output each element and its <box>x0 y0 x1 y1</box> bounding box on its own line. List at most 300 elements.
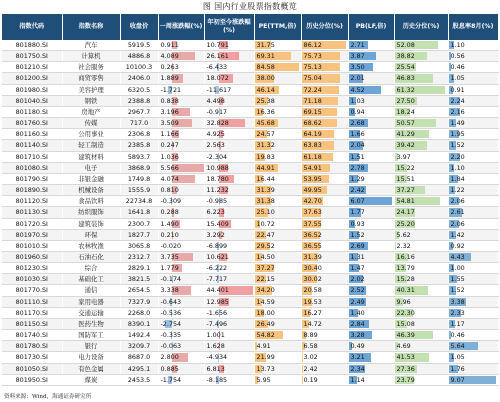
cell-pb-percentile <box>394 40 448 51</box>
cell-pe-percentile <box>301 129 348 140</box>
cell-pe <box>254 330 301 341</box>
cell-code: 801880.SI <box>2 40 62 51</box>
cell-week-change <box>158 118 204 129</box>
table-row <box>2 62 498 73</box>
cell-value: 71.18 <box>303 96 322 105</box>
cell-pe-percentile <box>301 318 348 329</box>
cell-value: 84.58 <box>256 63 275 72</box>
cell-value: 11.232 <box>206 186 229 195</box>
cell-code: 801140.SI <box>2 140 62 151</box>
cell-value: 0.263 <box>160 63 179 72</box>
cell-ytd-change <box>204 307 254 318</box>
cell-pe <box>254 318 301 329</box>
cell-value: -0.985 <box>206 197 228 206</box>
cell-value: 1.52 <box>450 141 465 150</box>
cell-pb <box>348 229 394 240</box>
cell-dividend-yield <box>448 106 498 117</box>
cell-name: 房地产 <box>62 106 120 117</box>
cell-pb-percentile <box>394 307 448 318</box>
cell-week-change <box>158 129 204 140</box>
cell-pe-percentile <box>301 330 348 341</box>
cell-value: 1.51 <box>350 152 365 161</box>
cell-value: 0.49 <box>350 342 365 351</box>
cell-value: 6.58 <box>303 342 318 351</box>
cell-name: 非银金融 <box>62 173 120 184</box>
cell-value: 36.55 <box>303 241 322 250</box>
cell-week-change <box>158 285 204 296</box>
cell-week-change <box>158 162 204 173</box>
cell-dividend-yield <box>448 352 498 363</box>
cell-ytd-change <box>204 162 254 173</box>
cell-value: -2.754 <box>160 319 182 328</box>
cell-value: 39.42 <box>396 141 415 150</box>
cell-value: 25.38 <box>256 96 275 105</box>
cell-dividend-yield <box>448 140 498 151</box>
cell-pb-percentile <box>394 185 448 196</box>
cell-dividend-yield <box>448 374 498 385</box>
cell-close: 2312.7 <box>120 251 158 262</box>
cell-value: 2.04 <box>350 141 365 150</box>
cell-pb <box>348 106 394 117</box>
cell-name: 钢铁 <box>62 95 120 106</box>
cell-value: 31.39 <box>256 186 275 195</box>
table-row <box>2 73 498 84</box>
cell-code: 801150.SI <box>2 318 62 329</box>
cell-pe-percentile <box>301 185 348 196</box>
cell-close: 3209.7 <box>120 341 158 352</box>
cell-ytd-change <box>204 118 254 129</box>
cell-ytd-change <box>204 129 254 140</box>
cell-value: 41.29 <box>396 130 415 139</box>
cell-value: 20.58 <box>303 286 322 295</box>
cell-code: 801110.SI <box>2 296 62 307</box>
cell-pe-percentile <box>301 274 348 285</box>
cell-code: 801760.SI <box>2 118 62 129</box>
cell-value: 37.55 <box>303 219 322 228</box>
cell-pb <box>348 307 394 318</box>
cell-close: 2829.1 <box>120 263 158 274</box>
cell-close: 2385.8 <box>120 140 158 151</box>
cell-value: 2.16 <box>450 107 465 116</box>
cell-value: 5.62 <box>396 230 411 239</box>
cell-code: 801180.SI <box>2 106 62 117</box>
cell-code: 801130.SI <box>2 207 62 218</box>
cell-pe <box>254 51 301 62</box>
cell-value: 19.53 <box>303 297 322 306</box>
cell-pb <box>348 84 394 95</box>
table-row <box>2 341 498 352</box>
table-body <box>2 40 498 385</box>
cell-code: 801030.SI <box>2 274 62 285</box>
cell-value: 1.036 <box>160 152 179 161</box>
cell-ytd-change <box>204 40 254 51</box>
cell-dividend-yield <box>448 207 498 218</box>
cell-value: 12.985 <box>206 297 229 306</box>
cell-week-change <box>158 62 204 73</box>
cell-week-change <box>158 95 204 106</box>
cell-week-change <box>158 330 204 341</box>
cell-week-change <box>158 207 204 218</box>
table-row <box>2 95 498 106</box>
cell-close: 2967.7 <box>120 106 158 117</box>
cell-code: 801950.SI <box>2 374 62 385</box>
cell-value: 18.780 <box>206 174 229 183</box>
cell-value: 18.24 <box>396 107 415 116</box>
cell-value: 2.24 <box>450 96 465 105</box>
cell-value: 1.40 <box>350 308 365 317</box>
cell-value: 0.91 <box>450 85 465 94</box>
cell-value: -1.721 <box>160 85 182 94</box>
cell-value: 54.82 <box>256 331 275 340</box>
cell-pb <box>348 341 394 352</box>
table-row <box>2 207 498 218</box>
cell-value: 10.988 <box>206 163 229 172</box>
cell-value: -6.222 <box>206 264 228 273</box>
cell-value: -2.304 <box>206 152 228 161</box>
cell-value: 16.27 <box>303 308 322 317</box>
cell-pb-percentile <box>394 62 448 73</box>
source-note: 资料来源：Wind，海通证券研究所 <box>4 394 92 400</box>
cell-code: 801730.SI <box>2 352 62 363</box>
cell-value: 2.32 <box>396 241 411 250</box>
cell-close: 3821.5 <box>120 274 158 285</box>
cell-value: 53.95 <box>303 174 322 183</box>
table-row <box>2 162 498 173</box>
table-row <box>2 251 498 262</box>
cell-value: 40.31 <box>396 286 415 295</box>
cell-close: 1827.7 <box>120 229 158 240</box>
cell-pb <box>348 330 394 341</box>
cell-dividend-yield <box>448 251 498 262</box>
cell-pb-percentile <box>394 352 448 363</box>
cell-value: 4.52 <box>350 85 365 94</box>
cell-close: 2453.5 <box>120 374 158 385</box>
cell-name: 通信 <box>62 285 120 296</box>
cell-dividend-yield <box>448 263 498 274</box>
cell-value: 18.00 <box>256 308 275 317</box>
cell-value: 6.223 <box>206 208 225 217</box>
cell-name: 国防军工 <box>62 330 120 341</box>
cell-pe <box>254 40 301 51</box>
table-row <box>2 185 498 196</box>
cell-pb-percentile <box>394 229 448 240</box>
table-row <box>2 196 498 207</box>
cell-name: 农林牧渔 <box>62 240 120 251</box>
cell-code: 801080.SI <box>2 162 62 173</box>
cell-pe-percentile <box>301 40 348 51</box>
cell-week-change <box>158 51 204 62</box>
cell-value: 29.52 <box>256 241 275 250</box>
cell-value: 2.42 <box>303 364 318 373</box>
cell-pb <box>348 352 394 363</box>
cell-close: 717.0 <box>120 118 158 129</box>
cell-value: 13.73 <box>256 364 275 373</box>
cell-value: 86.12 <box>303 41 322 49</box>
cell-value: 19.83 <box>256 152 275 161</box>
cell-code: 801890.SI <box>2 185 62 196</box>
cell-value: -7.496 <box>206 319 228 328</box>
cell-pe <box>254 73 301 84</box>
cell-value: 2.34 <box>350 364 365 373</box>
cell-name: 社会服务 <box>62 62 120 73</box>
cell-pe-percentile <box>301 62 348 73</box>
cell-value: 2.84 <box>350 319 365 328</box>
cell-value: 3.97 <box>396 152 411 161</box>
cell-value: 0.810 <box>160 186 179 195</box>
cell-value: 9.07 <box>450 375 465 384</box>
cell-value: 5.64 <box>450 342 465 351</box>
cell-pb-percentile <box>394 95 448 106</box>
table-row <box>2 374 498 385</box>
cell-name: 建筑装饰 <box>62 218 120 229</box>
cell-close: 1492.4 <box>120 330 158 341</box>
cell-value: 75.73 <box>303 52 322 61</box>
cell-code: 801720.SI <box>2 218 62 229</box>
cell-dividend-yield <box>448 363 498 374</box>
cell-value: 15.28 <box>396 275 415 284</box>
cell-pb <box>348 173 394 184</box>
cell-value: -11.617 <box>206 85 232 94</box>
cell-value: -0.335 <box>160 331 182 340</box>
table-row <box>2 106 498 117</box>
cell-week-change <box>158 363 204 374</box>
cell-value: -0.309 <box>160 197 182 206</box>
cell-value: 24.17 <box>396 208 415 217</box>
cell-week-change <box>158 40 204 51</box>
cell-ytd-change <box>204 173 254 184</box>
cell-value: 14.72 <box>303 319 322 328</box>
cell-pb-percentile <box>394 318 448 329</box>
cell-value: 2.61 <box>450 208 465 217</box>
cell-close: 3868.9 <box>120 162 158 173</box>
cell-code: 801740.SI <box>2 330 62 341</box>
cell-value: 38.82 <box>396 52 415 61</box>
cell-value: 72.24 <box>303 85 322 94</box>
table-row <box>2 274 498 285</box>
cell-pb <box>348 140 394 151</box>
cell-pb <box>348 285 394 296</box>
cell-close: 3065.8 <box>120 240 158 251</box>
table-row <box>2 140 498 151</box>
cell-value: 1.779 <box>160 264 179 273</box>
cell-pb-percentile <box>394 151 448 162</box>
cell-pe <box>254 185 301 196</box>
cell-value: 3.50 <box>350 63 365 72</box>
cell-pe <box>254 307 301 318</box>
cell-week-change <box>158 274 204 285</box>
cell-close: 4295.1 <box>120 363 158 374</box>
cell-pe <box>254 263 301 274</box>
cell-value: 0.19 <box>303 375 318 384</box>
cell-value: 15.08 <box>396 319 415 328</box>
cell-value: 1.05 <box>450 353 465 362</box>
cell-code: 801160.SI <box>2 129 62 140</box>
cell-name: 美容护理 <box>62 84 120 95</box>
cell-pb-percentile <box>394 106 448 117</box>
cell-pb <box>348 363 394 374</box>
cell-close: 2306.8 <box>120 129 158 140</box>
cell-value: 41.53 <box>396 353 415 362</box>
cell-dividend-yield <box>448 285 498 296</box>
cell-pe-percentile <box>301 95 348 106</box>
col-header-close: 收盘价 <box>120 14 158 40</box>
cell-value: 0.46 <box>450 63 465 72</box>
table-row <box>2 318 498 329</box>
cell-pb-percentile <box>394 140 448 151</box>
cell-value: 30.40 <box>303 264 322 273</box>
cell-value: 75.13 <box>303 63 322 72</box>
cell-pe <box>254 240 301 251</box>
cell-dividend-yield <box>448 196 498 207</box>
cell-value: 27.36 <box>396 364 415 373</box>
cell-value: -8.185 <box>206 375 228 384</box>
table-row <box>2 352 498 363</box>
cell-value: -4.934 <box>206 353 228 362</box>
cell-close: 2406.0 <box>120 73 158 84</box>
cell-pe <box>254 218 301 229</box>
cell-pb-percentile <box>394 296 448 307</box>
cell-pb <box>348 51 394 62</box>
cell-value: 1.66 <box>350 130 365 139</box>
cell-value: 16.16 <box>396 252 415 261</box>
cell-name: 有色金属 <box>62 363 120 374</box>
cell-pe-percentile <box>301 296 348 307</box>
cell-code: 801050.SI <box>2 363 62 374</box>
cell-pe-percentile <box>301 263 348 274</box>
cell-week-change <box>158 341 204 352</box>
cell-pe-percentile <box>301 162 348 173</box>
cell-name: 基础化工 <box>62 274 120 285</box>
cell-value: 42.70 <box>303 197 322 206</box>
cell-ytd-change <box>204 185 254 196</box>
table-row <box>2 307 498 318</box>
cell-value: 18.072 <box>206 74 229 83</box>
cell-value: 5.95 <box>256 375 271 384</box>
table-row <box>2 51 498 62</box>
cell-week-change <box>158 151 204 162</box>
cell-ytd-change <box>204 251 254 262</box>
col-header-name: 指数名称 <box>62 14 120 40</box>
cell-week-change <box>158 140 204 151</box>
cell-pe <box>254 106 301 117</box>
figure-title: 图 国内行业股票指数概览 <box>202 2 298 11</box>
cell-value: 45.68 <box>256 119 275 128</box>
cell-dividend-yield <box>448 341 498 352</box>
cell-pb-percentile <box>394 263 448 274</box>
cell-value: -0.174 <box>160 275 182 284</box>
cell-pb-percentile <box>394 363 448 374</box>
col-header-dividend: 股息率8月(%) <box>448 14 498 40</box>
cell-value: 44.401 <box>206 286 229 295</box>
cell-value: -6.899 <box>206 241 228 250</box>
cell-close: 8687.0 <box>120 352 158 363</box>
table-row <box>2 263 498 274</box>
cell-dividend-yield <box>448 307 498 318</box>
cell-value: 54.91 <box>303 163 322 172</box>
col-header-pe: PE(TTM,倍) <box>254 14 301 40</box>
cell-pb <box>348 274 394 285</box>
cell-week-change <box>158 229 204 240</box>
table-row <box>2 229 498 240</box>
cell-close: 1555.9 <box>120 185 158 196</box>
cell-value: 6.813 <box>206 364 225 373</box>
cell-pe <box>254 274 301 285</box>
cell-value: 1.52 <box>450 286 465 295</box>
cell-dividend-yield <box>448 185 498 196</box>
cell-value: 1.490 <box>160 219 179 228</box>
cell-value: 1.14 <box>350 375 365 384</box>
cell-value: 0.92 <box>450 241 465 250</box>
cell-name: 机械设备 <box>62 185 120 196</box>
cell-dividend-yield <box>448 296 498 307</box>
cell-week-change <box>158 196 204 207</box>
cell-dividend-yield <box>448 173 498 184</box>
cell-value: 2.42 <box>350 186 365 195</box>
cell-pb <box>348 296 394 307</box>
cell-value: 24.57 <box>256 130 275 139</box>
cell-pe <box>254 251 301 262</box>
cell-value: 68.62 <box>303 119 322 128</box>
cell-value: 49.95 <box>303 186 322 195</box>
table-row <box>2 240 498 251</box>
cell-code: 801750.SI <box>2 51 62 62</box>
cell-dividend-yield <box>448 129 498 140</box>
cell-value: 3.87 <box>350 52 365 61</box>
cell-code: 801120.SI <box>2 196 62 207</box>
cell-value: 1.166 <box>160 130 179 139</box>
cell-value: 0.911 <box>160 41 179 49</box>
cell-value: 14.59 <box>256 297 275 306</box>
cell-ytd-change <box>204 218 254 229</box>
cell-ytd-change <box>204 330 254 341</box>
cell-pb-percentile <box>394 51 448 62</box>
cell-dividend-yield <box>448 151 498 162</box>
cell-close: 6320.5 <box>120 84 158 95</box>
table-row <box>2 129 498 140</box>
cell-value: 54.81 <box>396 197 415 206</box>
cell-ytd-change <box>204 274 254 285</box>
cell-value: 2.68 <box>350 119 365 128</box>
cell-value: 6.07 <box>350 197 365 206</box>
cell-week-change <box>158 374 204 385</box>
cell-pe <box>254 129 301 140</box>
cell-value: 22.47 <box>256 230 275 239</box>
cell-pe <box>254 162 301 173</box>
cell-code: 801960.SI <box>2 251 62 262</box>
cell-code: 801040.SI <box>2 95 62 106</box>
cell-value: 2.52 <box>350 286 365 295</box>
cell-value: -0.536 <box>160 308 182 317</box>
cell-value: 64.19 <box>303 130 322 139</box>
cell-week-change <box>158 251 204 262</box>
cell-ytd-change <box>204 84 254 95</box>
cell-name: 电力设备 <box>62 352 120 363</box>
cell-pe <box>254 229 301 240</box>
cell-pe <box>254 151 301 162</box>
cell-value: 25.54 <box>396 63 415 72</box>
cell-code: 801970.SI <box>2 229 62 240</box>
cell-value: 26.161 <box>206 52 229 61</box>
cell-week-change <box>158 240 204 251</box>
cell-pb <box>348 73 394 84</box>
cell-pe-percentile <box>301 196 348 207</box>
cell-value: 25.10 <box>256 208 275 217</box>
cell-value: 1.001 <box>206 331 225 340</box>
cell-value: 34.20 <box>256 286 275 295</box>
cell-value: 4.69 <box>396 342 411 351</box>
cell-value: 3.292 <box>206 230 225 239</box>
cell-value: 0.210 <box>160 230 179 239</box>
